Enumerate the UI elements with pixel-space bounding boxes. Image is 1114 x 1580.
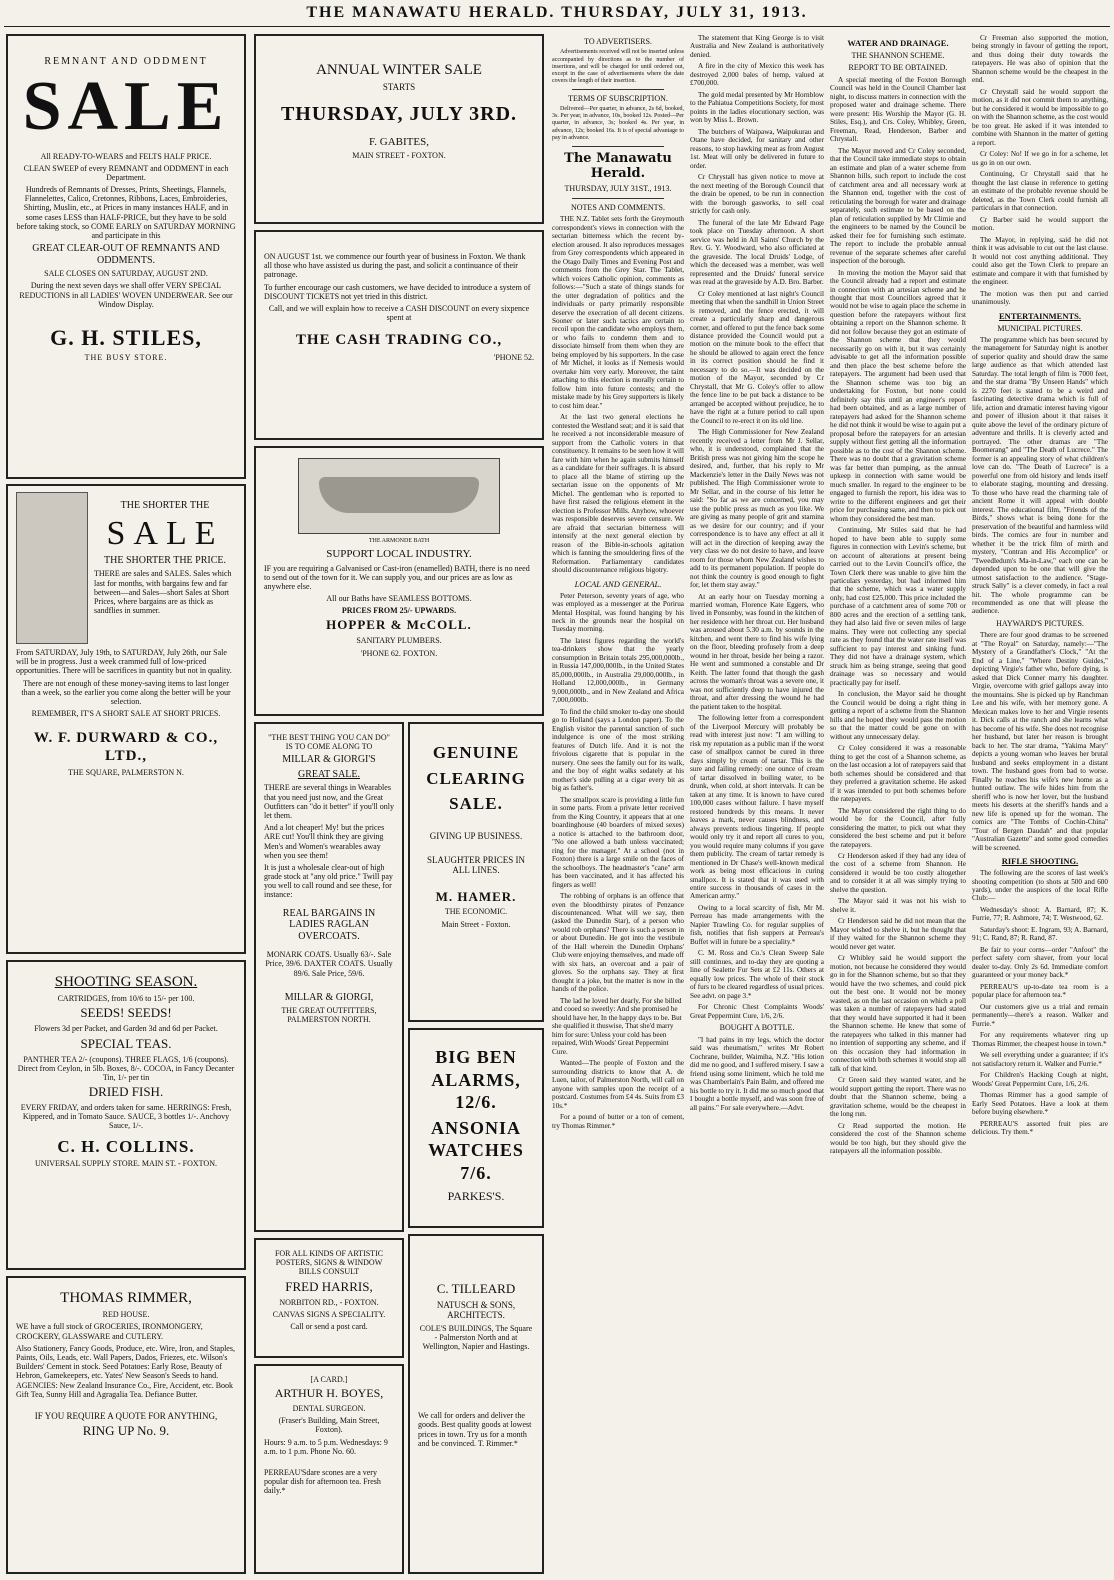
municipal-heading: MUNICIPAL PICTURES. (997, 323, 1083, 333)
c3-p6: The smallpox scare is providing a little fun in some parts. From a private letter received from the King Country, it appears that at one boardinghouse (40 boarders of mixed sexes) a notice is attached to the bathroom door, "No one allowed a bath unless vaccinated; ring for the manager." At a school (not in Foxton) there is a large smile on the faces of the schoolboys. The headmaster's "cane" arm has been vaccinated, and it has affected his fingers as well! (552, 795, 684, 889)
column-4 (690, 34, 824, 1574)
stiles-kicker: REMNANT AND ODDMENT (44, 56, 208, 67)
c4-p10: The following letter from a correspondent of the Liverpool Mercury will probably be read with interest just now: "I am willing to risk my reputation as a public man if the worst case of smallpox cannot be cured in three days simply by cream of tartar. This is the sure and failing remedy: one ounce of cream of tartar dissolved in boiling water, to be drunk, when cold, at short intervals. It can be taken at any time. It is known to have cured 100,000 cases without failure. I have myself restored hundreds by this means. It never leaves a mark, never causes blindness, and always prevents tedious lingering. If people would only try it and report all cures to you, you would require many columns if you gave them publicity. The cream of tartar remedy is mentioned in Dr Chase's well-known medical work as being most efficacious in curing smallpox. It is stated that it was used with entire success in thousands of cases in the American army." (690, 714, 824, 901)
millar-p2: And a lot cheaper! My! but the prices ARE cut! You'll think they are giving Men's and Women's wearables away when you see them! (264, 823, 385, 860)
tillyard-addr: COLE'S BUILDINGS, The Square - Palmerston North and at Wellington, Napier and Hastings. (419, 1323, 533, 1351)
c3-p4: The latest figures regarding the world's tea-drinkers show that the yearly consumption in Britain totals 295,000,000lb., in Russia 147,000,000lb., in the United States 85,000,000lb., in Australia 29,000,000lb., in Holland 12,000,000lb., in Germany 9,000,000lb., and in New Zealand and Africa 7,000,000lb. (552, 636, 684, 705)
cash-name: THE CASH TRADING CO., (295, 332, 503, 349)
tillyard-foot: We call for orders and deliver the goods. Best quality goods at lowest prices in town. Try us for a month and be convinced. T. Rimmer.* (418, 1411, 532, 1448)
c5-p10: Cr Henderson said he did not mean that the Mayor wished to shelve it, but he thought that if they waited for the Shannon scheme they would never get water. (830, 917, 966, 951)
c6-p11: Wednesday's shoot: A. Barnard, 87; K. Furrie, 77; R. Ashmore, 74; T. Westwood, 62. (972, 905, 1108, 923)
hamer-t3: SLAUGHTER PRICES IN ALL LINES. (426, 854, 525, 876)
hopper-mccoll-ad (254, 446, 544, 716)
boyes-foot: PERREAU'Sdare scones are a very popular dish for afternoon tea. Fresh daily.* (264, 1467, 381, 1496)
stiles-name: G. H. STILES, (50, 324, 202, 350)
harris-addr: NORBITON RD., - FOXTON. (279, 1297, 379, 1307)
masthead: THE MANAWATU HERALD. THURSDAY, JULY 31, 1913. (306, 4, 808, 21)
c6-p12: Saturday's shoot: E. Ingram, 93; A. Barnard, 91; C. Rand, 87; R. Rand, 87. (972, 925, 1108, 943)
water-sub: THE SHANNON SCHEME. (851, 51, 945, 61)
advertisers-text: Advertisements received will not be inserted unless accompanied by directions as to the number of insertions, and will be charged for until ordered out, except in the case of advertisements where the date covers the length of their insertion. (552, 49, 684, 84)
column-3 (552, 34, 684, 1574)
stiles-headline: SALE (22, 67, 230, 145)
c6-p2: Cr Chrystall said he would support the motion, as it did not commit them to anything, but he considered it would be impossible to go on with the Shannon scheme, as the cost would be too great. He asked if it was intended to combine with Shannon in the matter of getting a report. (972, 87, 1108, 147)
advertisers-heading: TO ADVERTISERS. (584, 37, 652, 46)
c6-p1: Cr Freeman also supported the motion, being strongly in favour of getting the report, and thus doing their duty towards the ratepayers. He was also of opinion that the Shannon scheme would be the cheapest in the end. (972, 34, 1108, 85)
millar-p1: THERE are several things in Wearables that you need just now, and the Great Outfitters can "do it better" if you'll only let them. (264, 783, 394, 820)
c6-p6: The Mayor, in replying, said he did not think it was advisable to cut out the last clause. It would not cost anything additional. They could also get the Town Clerk to prepare an estimate and compare it with that furnished by the engineer. (972, 235, 1108, 287)
c4-p4: The butchers of Waipawa, Waipukurau and Otane have decided, for sanitary and other reasons, to stop hawking meat as from August 1st. Meat will only be delivered in future to order. (690, 127, 824, 170)
gabites-ad (254, 34, 544, 224)
rimmer-name: THOMAS RIMMER, (60, 1290, 192, 1306)
millar-name: MILLAR & GIORGI, (284, 991, 374, 1003)
hayward-heading: HAYWARD'S PICTURES. (996, 618, 1084, 628)
millar-t1: MILLAR & GIORGI'S (282, 754, 376, 766)
c5-p12: Cr Green said they wanted water, and he would support getting the report. There was no doubt that the Shannon scheme, being a gravitation scheme, would be the cheapest in the long run. (830, 1076, 966, 1119)
bath-caption: THE ARMONDE BATH (368, 538, 430, 544)
c4-p6: The funeral of the late Mr Edward Page took place on Tuesday afternoon. A short service was held in All Saints' Church by the Rev. G. Y. Woodward, who also officiated at the graveside. The local Druids' Lodge, of which the deceased was a member, was well represented and the Druids' funeral service was read at the graveside by A.D. Bro. Barber. (690, 218, 824, 287)
c4-p1: The statement that King George is to visit Australia and New Zealand is authoritatively denied. (690, 34, 824, 59)
tillyard-sub: NATUSCH & SONS, ARCHITECTS. (436, 1299, 516, 1321)
harris-ad (254, 1238, 404, 1358)
rimmer-ad (6, 1276, 246, 1574)
hopper-name: HOPPER & McCOLL. (326, 617, 472, 633)
millar-p4: MONARK COATS. Usually 63/-. Sale Price, 39/6. DAXTER COATS. Usually 89/6. Sale Price, 59/6. (265, 950, 393, 978)
c4-p14: "I had pains in my legs, which the doctor said was rheumatism," writes Mr Robert Cochrane, builder, Waimiha, N.Z. "His lotion did me no good, and I suffered misery. I saw a friend using some liniment, which he told me was Chamberlain's Pain Balm, and offered me his bottle to try it. It did me so much good that I bought a bottle myself, and was soon free of all pains." For sale everywhere.—Advt. (690, 1035, 824, 1112)
hopper-phone: 'PHONE 62. FOXTON. (360, 648, 438, 658)
column-5 (830, 34, 966, 1574)
collins-sub: UNIVERSAL SUPPLY STORE. MAIN ST. - FOXTON. (35, 1159, 217, 1169)
hopper-p1: IF you are requiring a Galvanised or Cast-iron (enamelled) BATH, there is no need to send out of the town for it. We can supply you, and our prices are as low as anywhere else. (264, 563, 530, 591)
hamer-t2: GIVING UP BUSINESS. (429, 830, 523, 841)
durward-p3: There are not enough of these money-saving items to last longer than a week, so the earlier you come along the better will be your selection. (21, 678, 231, 706)
c5-p4: Continuing, Mr Stiles said that he had hoped to have been able to supply some figures in connection with Levin's scheme, but on account of alterations at present being carried out to the Levin Council's office, the Town Clerk there was unable to give him the particulars yesterday, but had informed him that the scheme, which was a water supply only, had cost £25,000. This price included the purchase of a catchment area of some 700 or 800 acres and the erection of a settling tank, they had also laid five or seven miles of large mains. They were not collecting any special rate as they found that the water rate itself was sufficient to pay interest and sinking fund. They did not have a drainage system, which struck him as being strange, seeing that good drainage was so necessary and would practically pay for itself. (830, 526, 966, 687)
c5-p5: In conclusion, the Mayor said he thought the Council would be doing a right thing in getting a report of a scheme from the Shannon hills and he hoped they would pass the motion so that the matter could be gone on with without any unnecessary delay. (830, 690, 966, 741)
cash-p2: To further encourage our cash customers, we have decided to introduce a system of DISCOUNT TICKETS not yet tried in this district. (264, 282, 531, 301)
c3-p8: Wanted—The people of Foxton and the surrounding districts to know that A. de Luen, tailor, of Palmerston North, will call on anyone with samples upon the receipt of a postcard. Costumes from £4 4s. Suits from £3 10s.* (552, 1059, 684, 1110)
durward-ad (6, 484, 246, 954)
cash-p3: Call, and we will explain how to receive a CASH DISCOUNT on every sixpence spent at (268, 303, 530, 323)
c6-p19: Thomas Rimmer has a good sample of Early Seed Potatoes. Have a look at them before buying elsewhere.* (972, 1091, 1108, 1117)
collins-title: SHOOTING SEASON. (54, 974, 198, 990)
boyes-name: ARTHUR H. BOYES, (274, 1386, 384, 1401)
c3-p2: At the last two general elections he contested the Westland seat; and it is said that he received a not inconsiderable measure of support from the Catholic voters in that constituency. It remains to be seen how it will fare with him when he again submits himself as a candidate for their suffrages. It is absurd to place all the blame of stirring up the sectarian issue on the opponents of Mr Michel. The gentleman who is reported to have first raised the religious element in the election is Professor Mills. Anyhow, whoever was responsible deserves severe censure. We are afraid that sectarian bitterness will intensify at the next general election by reason of the Bible-in-schools agitation which is fanning the smouldering fires of the Reformation. Parliamentary candidates should discountenance religious bigotry. (552, 413, 684, 575)
clown-illustration (16, 492, 88, 644)
harris-name: FRED HARRIS, (285, 1278, 373, 1294)
boyes-sub: DENTAL SURGEON. (292, 1403, 366, 1413)
stiles-line4: GREAT CLEAR-OUT OF REMNANTS AND ODDMENTS. (32, 243, 220, 266)
collins-ad (6, 960, 246, 1270)
c3-p3: Peter Peterson, seventy years of age, who was employed as a messenger at the Porirua Mental Hospital, was found hanging by his neck in the grounds near the hospital on Tuesday morning. (552, 591, 684, 634)
parkes-l1: BIG BEN ALARMS, 12/6. (431, 1047, 521, 1112)
c6-p15: Our customers give us a trial and remain permanently—there's a reason. Walker and Furrie.* (972, 1002, 1108, 1028)
boyes-ad (254, 1364, 404, 1574)
c5-p7: The Mayor considered the right thing to do would be for the Council, after fully considering the matter, to pick out what they considered the best scheme and put it before the ratepayers. (830, 806, 966, 849)
collins-l3: Flowers 3d per Packet, and Garden 3d and 6d per Packet. (34, 1024, 218, 1034)
millar-sub: THE GREAT OUTFITTERS, PALMERSTON NORTH. (281, 1006, 377, 1025)
paper-title: The Manawatu Herald. (564, 150, 672, 181)
durward-name: W. F. DURWARD & CO., LTD., (33, 730, 219, 764)
c4-p5: Cr Chrystall has given notice to move at the next meeting of the Borough Council that the drain be opened, to be run in connection with the borough gasworks, to sell coal strictly for cash only. (690, 173, 824, 216)
gabites-starts: STARTS (382, 82, 416, 93)
hamer-sub: THE ECONOMIC. (444, 907, 508, 917)
boyes-card: [A CARD.] (310, 1375, 348, 1384)
hopper-title: SUPPORT LOCAL INDUSTRY. (326, 547, 472, 560)
c4-p8: The High Commissioner for New Zealand recently received a letter from Mr J. Sellar, who, it is understood, complained that the British press was not giving him the scope he desired, and, further, that his reply to Mr Mackenzie's letter in the Daily News was not published. The High Commissioner wrote to Mr Sellar, and in the course of his letter he said: "So far as we are concerned, you may use the public press as much as you like. We are giving as many people of grit and stamina as we desire for our country; and if your correspondence is to have any effect at all it will act in the direction of keeping away the very class we do not desire to have, and leave room for those whom New Zealand wishes to add to its permanent population. If people do not think the country is good enough to fight for, let them stay away." (690, 428, 824, 590)
durward-t3: THE SHORTER THE PRICE. (104, 554, 226, 566)
c6-p14: PERREAU'S up-to-date tea room is a popular place for afternoon tea.* (972, 982, 1108, 1000)
bottle-heading: BOUGHT A BOTTLE. (719, 1023, 795, 1033)
durward-p4: REMEMBER, IT'S A SHORT SALE AT SHORT PRICES. (31, 709, 221, 719)
c4-p11: Owing to a local scarcity of fish, Mr M. Perreau has made arrangements with the Napier Trawling Co. for regular supplies of fish, notifies that fish suppers at Perreau's Buffet will in future be a speciality.* (690, 903, 824, 946)
c6-p5: Cr Barber said he would support the motion. (972, 215, 1108, 233)
collins-l1: CARTRIDGES, from 10/6 to 15/- per 100. (57, 994, 195, 1004)
tillyard-ad (408, 1234, 544, 1574)
collins-l7: EVERY FRIDAY, and orders taken for same. HERRINGS: Fresh, Kippered, and in Tomato Sauce. SAUCE, 3 bottles 1/-. Anchovy Sauce, 1/-. (20, 1103, 232, 1131)
c3-p1: THE N.Z. Tablet sets forth the Greymouth correspondent's views in connection with the sectarian bitterness which the recent by-election aroused. It also reproduces messages from Grey correspondents which appeared in the Otago Daily Times and Evening Post and comments from the Grey Star. The Tablet, which voices Catholic opinion, comments as follows:—"Such a state of things stands for the utter degradation of politics and the individuals or party primarily responsible deserve the execration of all decent citizens. Sooner or later such tactics are certain to recoil upon the candidate who employs them, or who fails to condemn them and to dissociate himself from them when they are being employed by his supporters. In the case of Mr Michel, it looks as if Nemesis would overtake him very early. Moreover, the taint attaching to this election is morally certain to follow him into future contests; and the mistake made by his Grey supporters is likely to cost him dear." (552, 215, 684, 410)
c6-p9: There are four good dramas to be screened at "The Royal" on Saturday, namely:—"The Mystery of a Grandfather's Clock," "At the End of a Line," "Where Destiny Guides," depicting Virgie's father who, before dying, is asked that Dick Conner marry his daughter. Virgie, overcome with grief gallops away into the mountains. She is picked up by Ranchman Lee and his wife, with her memory gone. A Mexican makes love to her and Virgie resents it. Dick calls at the ranch and she learns what has become of his wife. She does not recognise her husband, but later her reason is brought back to her. The star drama, "Yakima Mary" depicts a young woman who leaves her brutal husband and seeks employment in a distant town. The husband goes from bad to worse. Finally he reaches his wife's new home as a hunted outlaw. The wife hides him from the sheriff who is now her lover, but the husband meets his deserts at the sheriff's hands and a new life is opened up for the woman. The comics are "The Tombs of Cochin-China" "Tour of Bergen Daudah" and that popular "Australian Gazette" and some good comedies will be screened. (972, 631, 1108, 852)
harris-l3: Call or send a post card. (290, 1321, 368, 1331)
c5-p11: Cr Whibley said he would support the motion, not because he considered they would go in for the Shannon scheme, but so that they would have the two schemes, and could pick out the best one. It would not be money wasted, as on the last occasion on which a poll was taken a number of ratepayers had stated that they would have supported it had it been the Shannon scheme. He knew that some of the ratepayers who talked in this manner had no intention of supporting any scheme, and if on this occasion they had information in connection with both schemes it would stop all talk of that kind. (830, 954, 966, 1073)
c6-p8: The programme which has been secured by the management for Saturday night is another of superior quality and should draw the same large audience as that which attended last Saturday. The total length of film is 7000 feet, and the star drama "By Unseen Hands" which is 2270 feet is stated to be a weird and fascinating detective drama which is full of life, action and dramatic interest having vigour and power of illusion about it that raises it quite above the level of the ordinary picture of adventure and thrills. It is cleverly acted and portrayed. The other dramas are "The Boomerang" and "The Death of Lucrece." The former is an appealing story of what children's love can do. "The Death of Lucrece" is a powerful one from old history and lends itself to elaborate staging, mounting and dressing. To those who have read the charming tale of ancient Rome it will appeal with double interest. The educational film, "Friends of the Birds," shows what is being done for the preservation of the beautiful and harmless wild birds. The comics are four in number and whether it be the trick film of mirth and mystery, "Contran and His Accomplice" or "Tweedledum's Ma-in-Law," each one can be depended upon to be one that will give the utmost satisfaction to the audience. "Stage-struck Sally" is a clever comedy, in fact a real hit. The whole programme can be recommended as one that will please the audience. (972, 335, 1108, 616)
c4-p3: The gold medal presented by Mr Hornblow to the Pahiatua Competitions Society, for most points in the ladies elocutionary section, was won by Miss L. Brown. (690, 90, 824, 125)
c4-p7: Cr Coley mentioned at last night's Council meeting that when the sandhill in Union Street is removed, and the fence erected, it will create a particularly sharp and dangerous corner, and offered to put the fence back some distance provided the Council would put a motion on the minute book to the effect that he should be allowed to again erect the fence in its correct position should he find it necessary to do so.—It was decided on the motion of the Mayor, seconded by Cr Chrystall, that Mr G. Coley's offer to allow the fence line to be put back a distance to be arranged be accepted without prejudice, he to have the right at a future period to call upon the Council to re-erect it on its old line. (690, 289, 824, 425)
c6-p16: For any requirements whatever ring up Thomas Rimmer, the cheapest house in town.* (972, 1031, 1108, 1048)
collins-l2: SEEDS! SEEDS! (80, 1005, 172, 1021)
c4-p13: For Chronic Chest Complaints Woods' Great Peppermint Cure, 1/6, 2/6. (690, 1003, 824, 1020)
millar-deal: REAL BARGAINS IN LADIES RAGLAN OVERCOATS. (282, 907, 376, 942)
gabites-name: F. GABITES, (369, 135, 429, 148)
c6-p20: PERREAU'S assorted fruit pies are delicious. Try them.* (972, 1119, 1108, 1137)
c4-p12: C. M. Ross and Co.'s Clean Sweep Sale still continues, and to-day they are quoting a line of Sealette Fur Sets at £2 11s. Others at equally low prices. The whole of their stock of furs to be cleared regardless of usual prices. See advt. on page 3.* (690, 949, 824, 1000)
stiles-line1: All READY-TO-WEARS and FELTS HALF PRICE. (40, 151, 212, 161)
local-heading: LOCAL AND GENERAL. (574, 578, 662, 589)
column-6 (972, 34, 1108, 1574)
collins-name: C. H. COLLINS. (57, 1136, 195, 1156)
c3-p9: For a pound of butter or a ton of cement, try Thomas Rimmer.* (552, 1113, 684, 1130)
durward-p1: THERE are sales and SALES. Sales which last for months, with bargains few and far between—and Sales—short Sales at Short Prices, where bargains are as thick as sandflies in summer. (94, 569, 232, 616)
stiles-line6: During the next seven days we shall offer VERY SPECIAL REDUCTIONS in all LADIES' WOVEN UNDERWEAR. See our Window Display. (19, 281, 233, 309)
rimmer-phone: RING UP No. 9. (82, 1423, 170, 1439)
c6-p4: Continuing, Cr Chrystall said that he thought the last clause in reference to getting an estimate of the probable revenue should be deleted, as the Town Clerk could furnish all particulars in that connection. (972, 170, 1108, 213)
durward-t1: THE SHORTER THE (120, 500, 210, 511)
collins-l5: PANTHER TEA 2/- (coupons). THREE FLAGS, 1/6 (coupons). Direct from Ceylon, in 5lb. Boxes, 8/-. COCOA, in Fancy Decanter Tin, 1/- per tin (17, 1054, 235, 1082)
c3-poem: The lad he loved her dearly, For she billed and cooed so sweetly: And she promised he should have her, In the happy days to be. But she qualified it thuswise, That she'd marry him for sure: Unless your cold has been repaired, With Woods' Great Peppermint Cure. (552, 996, 682, 1056)
c6-p10: The following are the scores of last week's shooting competition (to shots at 500 and 600 yards), under the auspices of the local Rifle Club:— (972, 869, 1108, 903)
durward-address: THE SQUARE, PALMERSTON N. (68, 767, 184, 777)
stiles-line3: Hundreds of Remnants of Dresses, Prints, Sheetings, Flannels, Flannelettes, Calico, Cretonnes, Ribbons, Laces, Embroideries, Shirting, Muslin, etc., at Prices in many instances HALF, and in some cases LESS than HALF-PRICE, but they have to be sold before taking stock, so COME EARLY on SATURDAY MORNING and participate in this (16, 185, 236, 240)
water-heading: WATER AND DRAINAGE. (847, 38, 949, 48)
hamer-addr: Main Street - Foxton. (441, 919, 511, 929)
dateline: THURSDAY, JULY 31ST., 1913. (564, 184, 672, 194)
boyes-hours: Hours: 9 a.m. to 5 p.m. Wednesdays: 9 a.m. to 1 p.m. Phone No. 60. (264, 1437, 388, 1456)
rimmer-list: Also Stationery, Fancy Goods, Produce, etc. Wire, Iron, and Staples, Paints, Oils, Leads, etc. Wall Papers, Dados, Friezes, etc. Wilson's Builders' Cement in stock. Seed Potatoes: Early Rose, Beauty of Hebron, Gamekeepers, etc. Yates' New Season's Seeds to hand. AGENCIES: New Zealand Insurance Co., Fire, Accident, etc. Book Gift Tea, Sunny Hill and Agragalia Tea. Defiance Butter. (16, 1343, 235, 1399)
parkes-l2: ANSONIA WATCHES 7/6. (428, 1117, 524, 1183)
hamer-ad (408, 722, 544, 1022)
tillyard-name: C. TILLEARD (436, 1281, 516, 1296)
millar-giorgi-ad (254, 722, 404, 1232)
c6-p7: The motion was then put and carried unanimously. (972, 289, 1108, 307)
subscription-text: Delivered—Per quarter, in advance, 2s 6d, booked, 3s. Per year, in advance, 10s, booked 12s. Posted—Per quarter, in advance, 3s; booked 4s. Per year, in advance, 12s; booked 16s. It is of special advantage to pay in advance. (552, 106, 684, 141)
water-sub2: REPORT TO BE OBTAINED. (848, 63, 948, 73)
c5-p2: The Mayor moved and Cr Coley seconded, that the Council take immediate steps to obtain an estimate and plan of a water scheme from Shannon hills, such report to include the cost of catchment area and all necessary work at the Shannon end, together with the cost of reticulating the borough for water and drainage separately, such estimate to be based on the plan of reticulation supplied by Mr Climie and the engineers to be named by the Council be asked their fee for furnishing such estimate. The report to include the probable annual revenue of the separate schemes after careful inspection of the borough. (830, 146, 966, 266)
stiles-line5: SALE CLOSES ON SATURDAY, AUGUST 2ND. (44, 269, 208, 279)
parkes-ad (408, 1028, 544, 1228)
rifle-heading: RIFLE SHOOTING. (1001, 856, 1079, 866)
c3-p7: The robbing of orphans is an offence that even the bloodthirsty pirates of Penzance discountenanced. What will we say, then (asked the Dunedin Star), of a person who would rob orphans? There is such a person in or about Dunedin. He got into the vestibule of the Hall wherein the Dunedin Orphans' Club were enjoying themselves, and made off with six hats, an overcoat and a pair of gloves. So the orphans say. They at first thought it a joke, but the matter is now in the hands of the police. (552, 892, 684, 994)
hopper-p2: All our Baths have SEAMLESS BOTTOMS. (326, 594, 472, 604)
rimmer-quote: IF YOU REQUIRE A QUOTE FOR ANYTHING, (34, 1410, 218, 1421)
stiles-tag: THE BUSY STORE. (84, 353, 168, 363)
cash-p1: ON AUGUST 1st. we commence our fourth year of business in Foxton. We thank all those who have assisted us during the past, and solicit a continuance of their patronage. (264, 252, 526, 280)
gabites-date: THURSDAY, JULY 3RD. (280, 102, 518, 125)
gabites-address: MAIN STREET - FOXTON. (352, 151, 446, 161)
c4-p9: At an early hour on Tuesday morning a married woman, Florence Kate Eggers, who lived in Ponsonby, was found in the kitchen of her residence with her throat cut. Her husband was aroused about 5.30 a.m. by sounds in the kitchen, and went there to find his wife lying on the floor, bleeding profusely from a deep wound in her throat, beside her being a razor. He went and summoned a constable and Dr Keith. The latter found that though the gash across the woman's throat was a severe one, it was not sufficiently deep to have injured the throat, and after dressing the wound he had the patient taken to the hospital. (690, 592, 824, 711)
millar-t2: GREAT SALE. (297, 768, 361, 780)
collins-l4: SPECIAL TEAS. (80, 1035, 172, 1051)
c5-p8: Cr Henderson asked if they had any idea of the cost of a scheme from Shannon. He considered it would be too costly altogether and to consider it at all was simply trying to shelve the question. (830, 852, 966, 894)
millar-q: "THE BEST THING YOU CAN DO" IS TO COME ALONG TO (268, 733, 390, 752)
stiles-ad (6, 34, 246, 479)
hamer-name: M. HAMER. (435, 888, 517, 904)
bath-illustration (298, 458, 500, 534)
harris-l2: CANVAS SIGNS A SPECIALITY. (272, 1309, 386, 1319)
c6-p17: We sell everything under a guarantee; if it's not satisfactory return it. Walker and Furrie.* (972, 1051, 1108, 1068)
masthead-rule (4, 26, 1110, 27)
c5-p6: Cr Coley considered it was a reasonable thing to get the cost of a Shannon scheme, as on the last occasion a lot of ratepayers said that both schemes should be considered and that they preferred a gravitation scheme. He asked if it was intended to put both schemes before the ratepayers. (830, 744, 966, 804)
harris-l1: FOR ALL KINDS OF ARTISTIC POSTERS, SIGNS & WINDOW BILLS CONSULT (274, 1249, 384, 1277)
stiles-line2: CLEAN SWEEP of every REMNANT and ODDMENT in each Department. (23, 163, 229, 182)
entertainments-heading: ENTERTAINMENTS. (999, 310, 1081, 321)
c6-p13: Be fair to your corns—order "Anfoot" the perfect safety corn shaver, from your local dealer to-day. Only 2s 6d. Immediate comfort guaranteed or your money back.* (972, 945, 1108, 980)
hopper-sub: SANITARY PLUMBERS. (356, 636, 442, 646)
gabites-title: ANNUAL WINTER SALE (316, 62, 482, 78)
cash-phone: 'PHONE 52. (493, 352, 534, 362)
durward-p2: From SATURDAY, July 19th, to SATURDAY, July 26th, our Sale will be in progress. Just a week crammed full of low-priced opportunities. There will be sacrifices in quantity but not in quality. (16, 648, 232, 676)
c6-p18: For Children's Hacking Cough at night, Woods' Great Peppermint Cure, 1/6, 2/6. (972, 1071, 1108, 1088)
notes-heading: NOTES AND COMMENTS. (570, 202, 665, 212)
durward-t2: SALE (106, 514, 224, 552)
millar-p3: It is just a wholesale clear-out of high grade stock at "any old price." Twill pay you well to call round and see these, for instance: (264, 862, 393, 900)
boyes-addr: (Fraser's Building, Main Street, Foxton). (278, 1416, 380, 1435)
subscription-heading: TERMS OF SUBSCRIPTION. (568, 93, 668, 103)
rimmer-sub: RED HOUSE. (102, 1310, 150, 1320)
cash-trading-ad (254, 230, 544, 440)
c5-p13: Cr Read supported the motion. He considered the cost of the Shannon scheme would be too high, but they should give the ratepayers all the information possible. (830, 1121, 966, 1155)
hamer-t1: GENUINE CLEARING SALE. (426, 743, 526, 813)
c3-p5: To find the child smoker to-day one should go to Holland (says a London paper). To the English visitor the parental sanction of such indulgence is one of the most striking features of Dutch life. And it is not the frivolous cigarette that is popular in the nursery. One sees the family out for its walk, and the boy of eight walks sedately at his mother's side pulling at a cigar every bit as big as father's. (552, 707, 684, 793)
collins-l6: DRIED FISH. (88, 1084, 164, 1100)
hopper-prices: PRICES FROM 25/- UPWARDS. (341, 606, 457, 616)
c5-p3: In moving the motion the Mayor said that the Council already had a report and estimate in connection with an artesian scheme and he thought that most Councillors agreed that it would not be wise to again place the scheme in question before the ratepayers without first obtaining a report on the Shannon scheme. It did not follow because they got an estimate of the Shannon scheme that they would necessarily go on with it, but it was certainly advisable to get all the information possible and then place the best scheme before the ratepayers. The argument had been used that the Shannon scheme was too big an undertaking for Foxton, but none could definitely say this until an engineer's report had been obtained, and as a large number of ratepayers had asked for the Shannon scheme he did not think it would be wise to again put a proposal before the ratepayers for an artesian supply without first getting all the information possible as to the cost of the Shannon scheme. There was no doubt that a gravitation scheme was far better than pumping, as the annual upkeep in connection with same would be much smaller. In regard to the engineer to be engaged to furnish the report, his idea was to write to the different engineers and get their price for purchasing same, and then to pick out whom they considered the best man. (830, 268, 966, 523)
c4-p2: A fire in the city of Mexico this week has destroyed 2,000 bales of hemp, valued at £700,000. (690, 62, 824, 88)
c6-p3: Cr Coley: No! If we go in for a scheme, let us go in on our own. (972, 150, 1108, 167)
c5-p9: The Mayor said it was not his wish to shelve it. (830, 897, 966, 914)
parkes-name: PARKES'S. (447, 1189, 505, 1203)
c5-p1: A special meeting of the Foxton Borough Council was held in the Council Chamber last night, to discuss matters in connection with the proposed water and drainage scheme. There were present: His Worship the Mayor (G. H. Stiles, Esq.), and Crs. Coley, Whibley, Green, Freeman, Read, Henderson, Barber and Chrystall. (830, 75, 966, 144)
rimmer-p1: WE have a full stock of GROCERIES, IRONMONGERY, CROCKERY, GLASSWARE and CUTLERY. (16, 1322, 203, 1341)
